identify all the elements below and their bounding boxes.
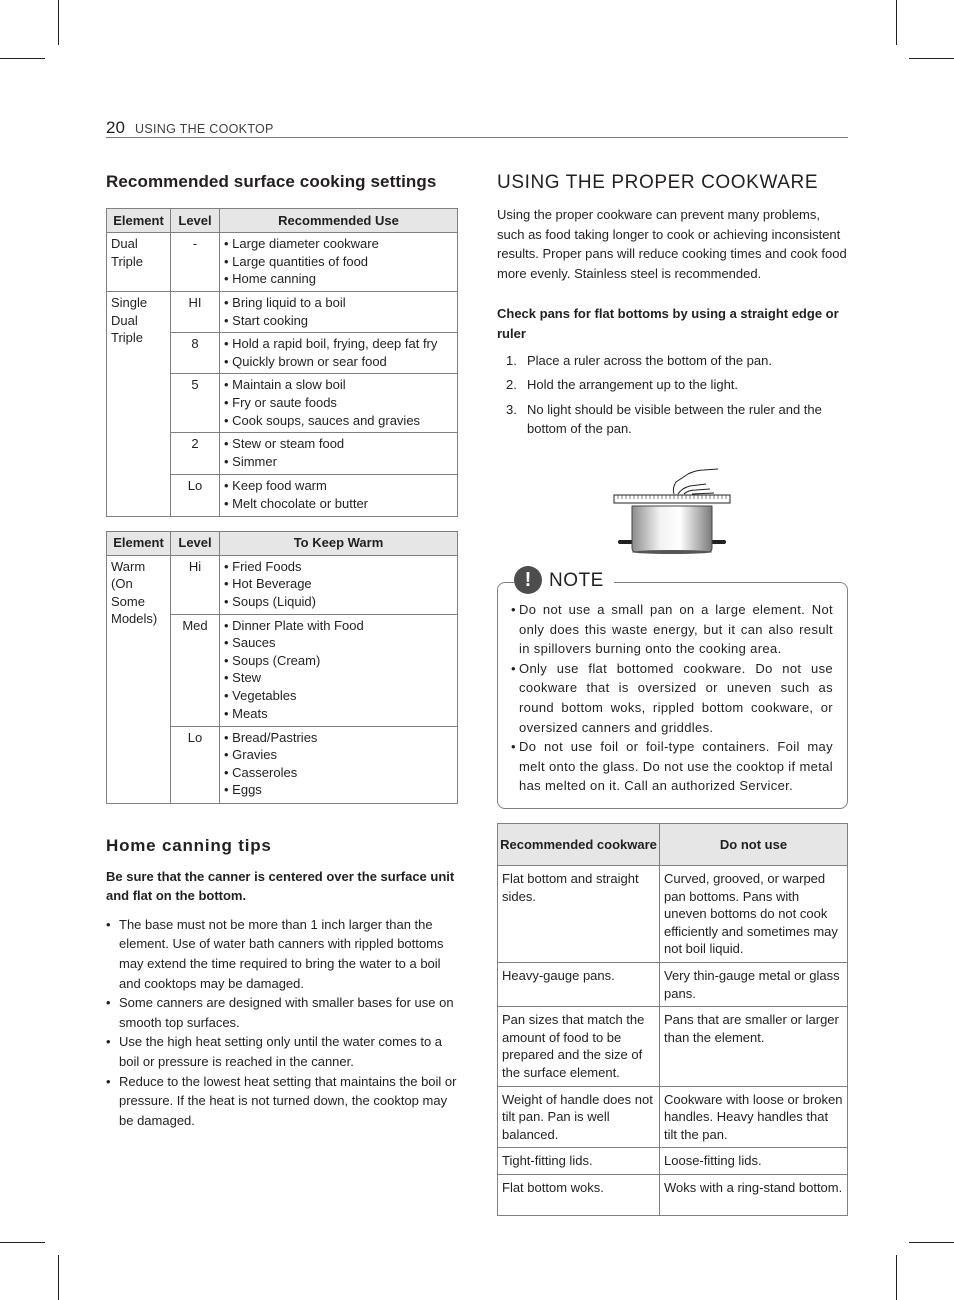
crop-mark <box>0 58 45 59</box>
table-header: To Keep Warm <box>220 531 458 555</box>
note-list <box>511 600 833 796</box>
crop-mark <box>909 58 954 59</box>
table-row: Weight of handle does not tilt pan. Pan is well balanced. Cookware with loose or broken handles. Heavy handles that tilt the pan. <box>498 1086 848 1148</box>
crop-mark <box>896 1255 897 1300</box>
cookware-intro: Using the proper cookware can prevent many problems, such as food taking longer to cook or achieving inconsistent results. Proper pans will reduce cooking times and cook food more evenly. Stainless steel is recommended. <box>497 207 847 281</box>
table-row: Med • Dinner Plate with Food • Sauces • Soups (Cream) • Stew • Vegetables • Meats <box>107 614 458 726</box>
settings-title: Recommended surface cooking settings <box>106 172 437 191</box>
left-column <box>106 172 458 1130</box>
table-header: Recommended cookware <box>498 824 660 866</box>
list-item: 1. Place a ruler across the bottom of the pan. <box>506 352 772 368</box>
table-row: Warm (On Some Models) Hi • Fried Foods • Hot Beverage • Soups (Liquid) <box>107 555 458 614</box>
list-item: • Do not use foil or foil-type containers. Foil may melt onto the glass. Do not use the cooktop if metal has melted on it. Call an authorized Servicer. <box>511 739 833 794</box>
table-row: 2 • Stew or steam food • Simmer <box>107 433 458 475</box>
table-row: Lo • Keep food warm • Melt chocolate or butter <box>107 475 458 516</box>
table-row: Dual Triple - • Large diameter cookware • Large quantities of food • Home canning <box>107 233 458 292</box>
note-header <box>514 566 614 594</box>
check-title: Check pans for flat bottoms by using a straight edge or ruler <box>497 306 839 341</box>
canning-title: Home canning tips <box>106 835 272 855</box>
note-label: NOTE <box>549 570 604 591</box>
list-item: • Do not use a small pan on a large element. Not only does this waste energy, but it can also result in spillovers burning onto the cooking area. <box>511 602 833 657</box>
list-item: 2. Hold the arrangement up to the light. <box>506 377 739 393</box>
table-row: Single Dual Triple HI • Bring liquid to a boil • Start cooking <box>107 292 458 333</box>
table-row: Tight-fitting lids. Loose-fitting lids. <box>498 1148 848 1175</box>
table-row: 8 • Hold a rapid boil, frying, deep fat fry • Quickly brown or sear food <box>107 333 458 374</box>
table-row: Flat bottom and straight sides. Curved, grooved, or warped pan bottoms. Pans with uneven bottoms do not cook efficiently and sometimes may not boil liquid. <box>498 866 848 963</box>
list-item: • Use the high heat setting only until the water comes to a boil or pressure is reached in the canner. <box>106 1034 443 1069</box>
list-item: • Some canners are designed with smaller bases for use on smooth top surfaces. <box>106 995 454 1030</box>
table-row: Flat bottom woks. Woks with a ring-stand bottom. <box>498 1174 848 1215</box>
check-steps <box>497 351 848 439</box>
table-header: Recommended Use <box>220 209 458 233</box>
exclamation-icon: ! <box>514 566 542 594</box>
cookware-title: USING THE PROPER COOKWARE <box>497 172 819 193</box>
crop-mark <box>0 1242 45 1243</box>
canning-tips <box>106 915 458 1131</box>
table-row: Heavy-gauge pans. Very thin-gauge metal or glass pans. <box>498 962 848 1006</box>
right-column <box>497 172 848 444</box>
canning-lead: Be sure that the canner is centered over the surface unit and flat on the bottom. <box>106 868 455 904</box>
table-header: Do not use <box>660 824 848 866</box>
crop-mark <box>896 0 897 45</box>
keep-warm-table <box>106 531 458 804</box>
table-header: Element <box>107 209 171 233</box>
cookware-table <box>497 823 848 1216</box>
crop-mark <box>58 1255 59 1300</box>
list-item: • Only use flat bottomed cookware. Do not use cookware that is oversized or uneven such as round bottom woks, rippled bottom cookware, or oversized canners and griddles. <box>511 660 833 735</box>
table-header: Level <box>171 531 220 555</box>
crop-mark <box>909 1242 954 1243</box>
section-title: USING THE COOKTOP <box>135 122 274 136</box>
table-row: Lo • Bread/Pastries • Gravies • Casseroles • Eggs <box>107 726 458 803</box>
settings-table <box>106 208 458 517</box>
table-header: Level <box>171 209 220 233</box>
pan-ruler-illustration <box>612 464 734 556</box>
list-item: • The base must not be more than 1 inch larger than the element. Use of water bath canners with rippled bottoms may extend the time required to bring the water to a boil and cooktops may be damaged. <box>106 916 444 991</box>
page-number: 20 <box>106 118 125 137</box>
table-header: Element <box>107 531 171 555</box>
crop-mark <box>58 0 59 45</box>
table-row: Pan sizes that match the amount of food to be prepared and the size of the surface element. Pans that are smaller or larger than the element. <box>498 1007 848 1086</box>
page-header <box>106 118 848 138</box>
table-row: 5 • Maintain a slow boil • Fry or saute foods • Cook soups, sauces and gravies <box>107 374 458 433</box>
list-item: 3. No light should be visible between the ruler and the bottom of the pan. <box>506 401 822 437</box>
list-item: • Reduce to the lowest heat setting that maintains the boil or pressure. If the heat is not turned down, the cooktop may be damaged. <box>106 1073 457 1128</box>
